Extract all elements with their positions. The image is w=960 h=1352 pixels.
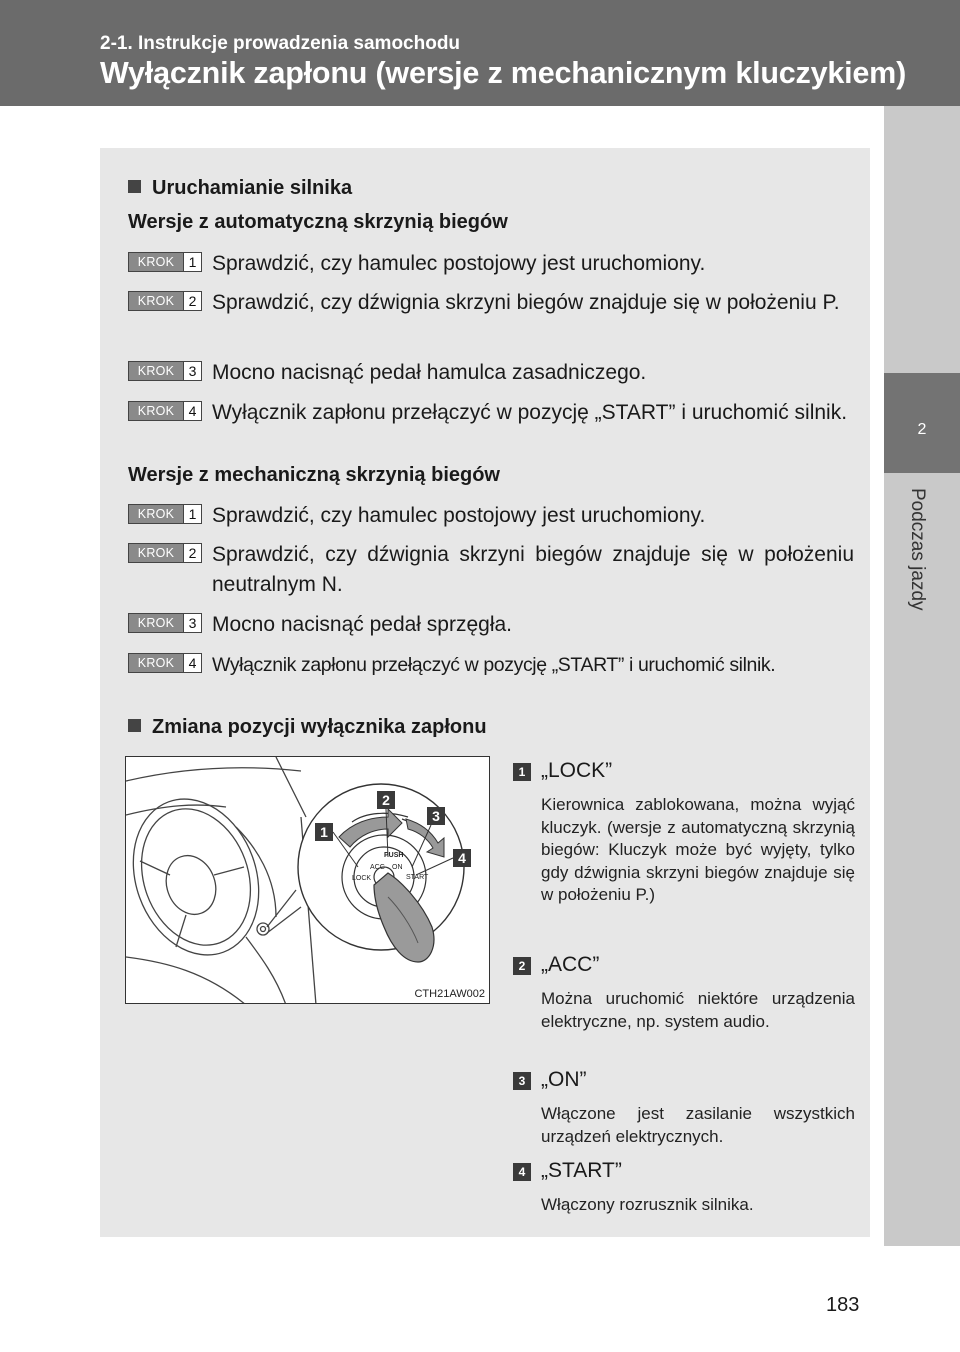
positions-heading xyxy=(128,716,487,739)
ignition-switch-drawing xyxy=(126,757,490,1004)
square-bullet-icon xyxy=(128,180,141,193)
section-title: 2-1. Instrukcje prowadzenia samochodu xyxy=(100,33,461,54)
step-text: Sprawdzić, czy dźwignia skrzyni biegów znajduje się w położeniu neutralnym N. xyxy=(212,543,854,596)
position-item-start xyxy=(513,1156,855,1217)
number-marker-3: 3 xyxy=(513,1072,531,1090)
chapter-number: 2 xyxy=(917,421,927,438)
position-description: Włączone jest zasilanie wszystkich urządzeń elektrycznych. xyxy=(541,1104,855,1146)
position-item-on xyxy=(513,1065,855,1148)
number-marker-1: 1 xyxy=(513,763,531,781)
step-badge: KROK 1 xyxy=(128,504,202,524)
step-text: Wyłącznik zapłonu przełączyć w pozycję „START” i uruchomić silnik. xyxy=(212,654,776,676)
start-label: START xyxy=(406,874,429,881)
position-description: Kierownica zablokowana, można wyjąć kluczyk. (wersje z automatyczną skrzynią biegów: Kluczyk może być wyjęty, tylko gdy dźwignia skrzyni biegów znajduje się w położeniu P.) xyxy=(541,795,855,904)
position-description: Włączony rozrusznik silnika. xyxy=(541,1195,754,1214)
step-badge: KROK 2 xyxy=(128,543,202,563)
starting-heading xyxy=(128,177,352,200)
callout-1: 1 xyxy=(320,824,328,840)
auto-step-3 xyxy=(128,358,854,388)
step-badge: KROK 3 xyxy=(128,613,202,633)
position-label: „ON” xyxy=(541,1068,587,1091)
page-title: Wyłącznik zapłonu (wersje z mechanicznym kluczykiem) xyxy=(100,56,907,90)
starting-heading-text: Uruchamianie silnika xyxy=(152,177,353,199)
manual-step-3 xyxy=(128,610,854,640)
auto-step-4 xyxy=(128,398,854,428)
step-text: Sprawdzić, czy hamulec postojowy jest uruchomiony. xyxy=(212,504,706,527)
number-marker-4: 4 xyxy=(513,1163,531,1181)
ignition-switch-illustration xyxy=(125,756,490,1004)
manual-step-2 xyxy=(128,540,854,600)
callout-2: 2 xyxy=(382,792,390,808)
auto-step-1 xyxy=(128,249,854,279)
manual-step-4 xyxy=(128,650,854,680)
chapter-label: Podczas jazdy xyxy=(907,488,928,611)
manual-heading: Wersje z mechaniczną skrzynią biegów xyxy=(128,464,500,486)
position-label: „LOCK” xyxy=(541,759,613,782)
acc-label: ACC xyxy=(370,864,385,871)
page-header xyxy=(0,0,960,106)
position-label: „ACC” xyxy=(541,953,600,976)
push-label: PUSH xyxy=(384,852,404,859)
square-bullet-icon xyxy=(128,719,141,732)
callout-3: 3 xyxy=(432,808,440,824)
on-label: ON xyxy=(392,864,403,871)
manual-step-1 xyxy=(128,501,854,531)
callout-4: 4 xyxy=(458,850,466,866)
chapter-number-box xyxy=(884,373,960,473)
automatic-heading: Wersje z automatyczną skrzynią biegów xyxy=(128,211,508,233)
step-text: Sprawdzić, czy hamulec postojowy jest uruchomiony. xyxy=(212,252,706,275)
figure-code: CTH21AW002 xyxy=(414,988,485,1000)
step-badge: KROK 3 xyxy=(128,361,202,381)
chapter-side-tab xyxy=(884,106,960,1246)
position-label: „START” xyxy=(541,1159,622,1182)
position-item-lock xyxy=(513,756,855,907)
chapter-label-wrap xyxy=(906,488,938,748)
step-badge: KROK 2 xyxy=(128,291,202,311)
step-text: Mocno nacisnąć pedał hamulca zasadniczego. xyxy=(212,361,647,384)
step-text: Wyłącznik zapłonu przełączyć w pozycję „START” i uruchomić silnik. xyxy=(212,401,848,424)
step-badge: KROK 1 xyxy=(128,252,202,272)
page-number: 183 xyxy=(826,1294,860,1316)
step-badge: KROK 4 xyxy=(128,653,202,673)
position-item-acc xyxy=(513,950,855,1033)
positions-heading-text: Zmiana pozycji wyłącznika zapłonu xyxy=(152,716,487,738)
position-description: Można uruchomić niektóre urządzenia elektryczne, np. system audio. xyxy=(541,989,855,1031)
number-marker-2: 2 xyxy=(513,957,531,975)
auto-step-2 xyxy=(128,288,854,318)
lock-label: LOCK xyxy=(352,875,372,882)
step-text: Mocno nacisnąć pedał sprzęgła. xyxy=(212,613,513,636)
step-text: Sprawdzić, czy dźwignia skrzyni biegów znajduje się w położeniu P. xyxy=(212,291,840,314)
step-badge: KROK 4 xyxy=(128,401,202,421)
